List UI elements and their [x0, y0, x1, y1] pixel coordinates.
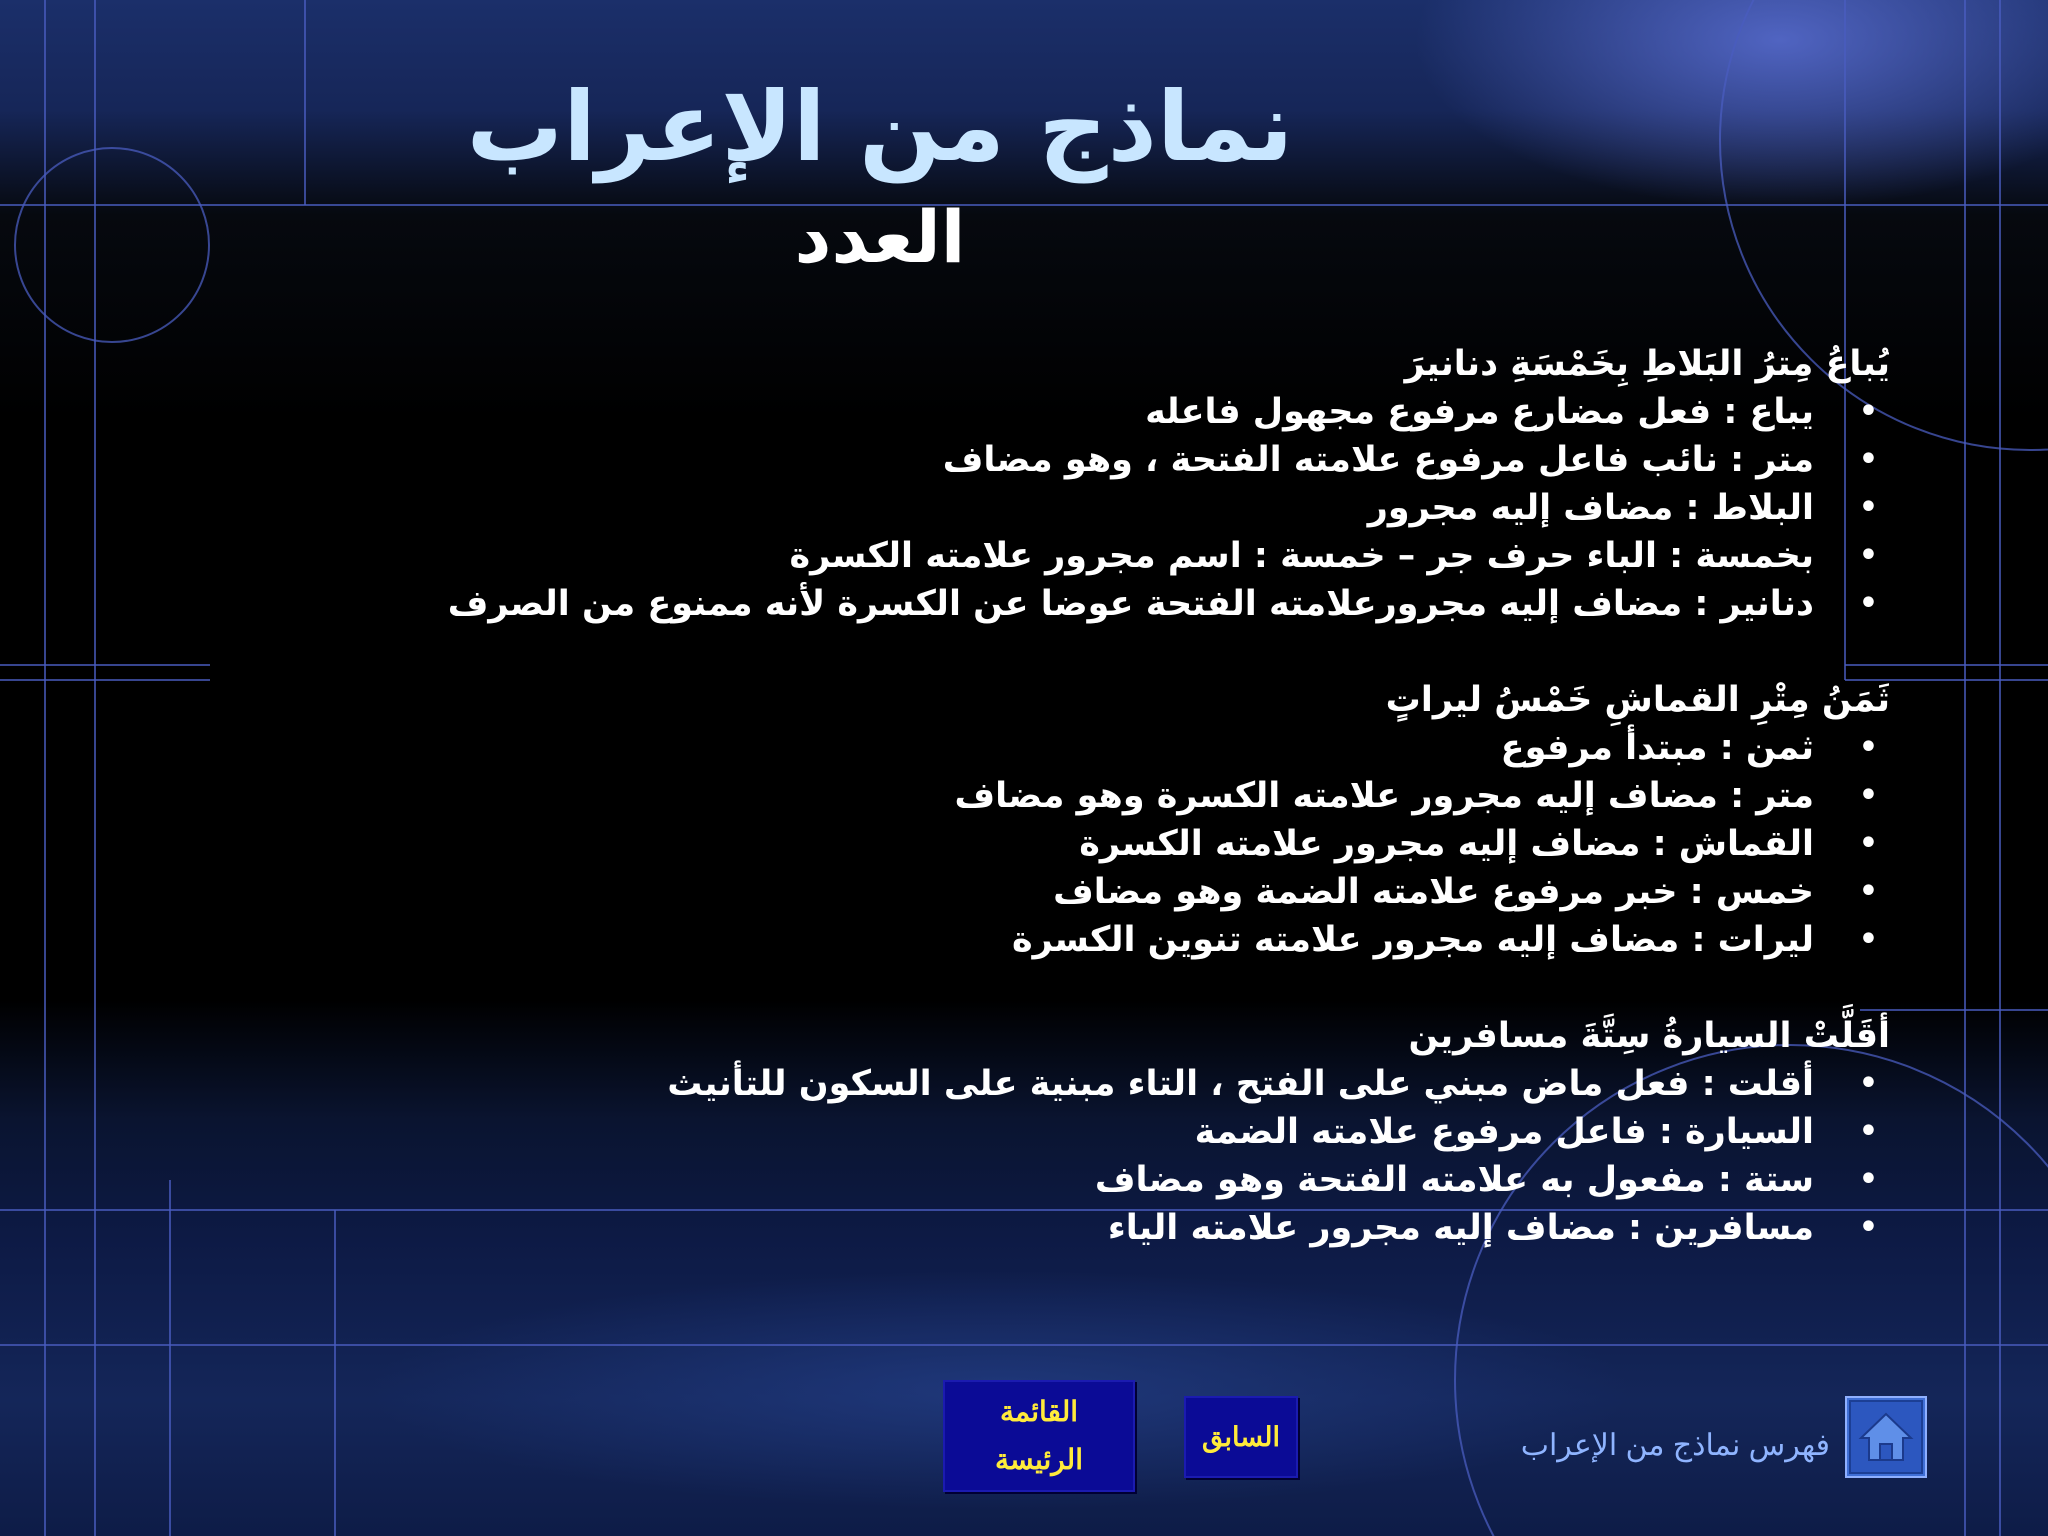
parsing-item-text: بخمسة : الباء حرف جر – خمسة : اسم مجرور علامته الكسرة: [789, 536, 1814, 576]
bullet-icon: •: [1858, 490, 1878, 525]
slide-subtitle: العدد: [794, 195, 966, 279]
parsing-item: [330, 772, 1890, 820]
parsing-item-text: البلاط : مضاف إليه مجرور: [1367, 488, 1814, 528]
parsing-item: [330, 868, 1890, 916]
parsing-item: [330, 1156, 1890, 1204]
parsing-item: [330, 1060, 1890, 1108]
parsing-item-text: القماش : مضاف إليه مجرور علامته الكسرة: [1079, 824, 1814, 864]
bullet-icon: •: [1858, 1114, 1878, 1149]
main-menu-button[interactable]: القائمة الرئيسة: [943, 1380, 1135, 1492]
bullet-icon: •: [1858, 922, 1878, 957]
bullet-icon: •: [1858, 874, 1878, 909]
home-button[interactable]: [1845, 1396, 1927, 1478]
bullet-icon: •: [1858, 730, 1878, 765]
example-sentence: ثَمَنُ مِتْرِ القماشِ خَمْسُ ليراتٍ: [1385, 680, 1890, 720]
example-block: [330, 1012, 1890, 1252]
parsing-item-text: ليرات : مضاف إليه مجرور علامته تنوين الكسرة: [1011, 920, 1814, 960]
bullet-icon: •: [1858, 394, 1878, 429]
parsing-item-text: ثمن : مبتدأ مرفوع: [1500, 728, 1814, 768]
bullet-icon: •: [1858, 1066, 1878, 1101]
parsing-item-text: متر : مضاف إليه مجرور علامته الكسرة وهو مضاف: [954, 776, 1814, 816]
parsing-item: [330, 532, 1890, 580]
parsing-item-text: السيارة : فاعل مرفوع علامته الضمة: [1194, 1112, 1814, 1152]
parsing-item: [330, 484, 1890, 532]
parsing-item: [330, 724, 1890, 772]
parsing-item: [330, 388, 1890, 436]
parsing-item: [330, 580, 1890, 628]
home-icon: [1845, 1396, 1927, 1478]
example-sentence: أقَلَّتْ السيارةُ سِتَّةَ مسافرين: [1408, 1016, 1890, 1056]
parsing-item-text: ستة : مفعول به علامته الفتحة وهو مضاف: [1094, 1160, 1814, 1200]
parsing-item: [330, 820, 1890, 868]
bullet-icon: •: [1858, 538, 1878, 573]
parsing-item: [330, 916, 1890, 964]
bullet-icon: •: [1858, 1162, 1878, 1197]
example-block: [330, 340, 1890, 628]
parsing-item-text: أقلت : فعل ماض مبني على الفتح ، التاء مبنية على السكون للتأنيث: [667, 1064, 1814, 1104]
example-sentence: يُباعُ مِترُ البَلاطِ بِخَمْسَةِ دنانيرَ: [1404, 344, 1890, 384]
parsing-item-text: مسافرين : مضاف إليه مجرور علامته الياء: [1107, 1208, 1814, 1248]
previous-button[interactable]: السابق: [1184, 1396, 1298, 1478]
bullet-icon: •: [1858, 586, 1878, 621]
example-spacer: [330, 628, 1890, 676]
bullet-icon: •: [1858, 778, 1878, 813]
slide-title: نماذج من الإعراب: [466, 71, 1294, 183]
bullet-icon: •: [1858, 1210, 1878, 1245]
example-spacer: [330, 964, 1890, 1012]
parsing-item-text: دنانير : مضاف إليه مجرورعلامته الفتحة عوضا عن الكسرة لأنه ممنوع من الصرف: [447, 584, 1814, 624]
parsing-item: [330, 1108, 1890, 1156]
parsing-item: [330, 1204, 1890, 1252]
example-block: [330, 676, 1890, 964]
parsing-item-text: خمس : خبر مرفوع علامته الضمة وهو مضاف: [1053, 872, 1814, 912]
parsing-item-text: يباع : فعل مضارع مرفوع مجهول فاعله: [1145, 392, 1814, 432]
index-link[interactable]: فهرس نماذج من الإعراب: [1520, 1429, 1830, 1462]
bullet-icon: •: [1858, 442, 1878, 477]
parsing-item-text: متر : نائب فاعل مرفوع علامته الفتحة ، وهو مضاف: [942, 440, 1814, 480]
parsing-item: [330, 436, 1890, 484]
parsing-examples: [330, 340, 1890, 1252]
bullet-icon: •: [1858, 826, 1878, 861]
